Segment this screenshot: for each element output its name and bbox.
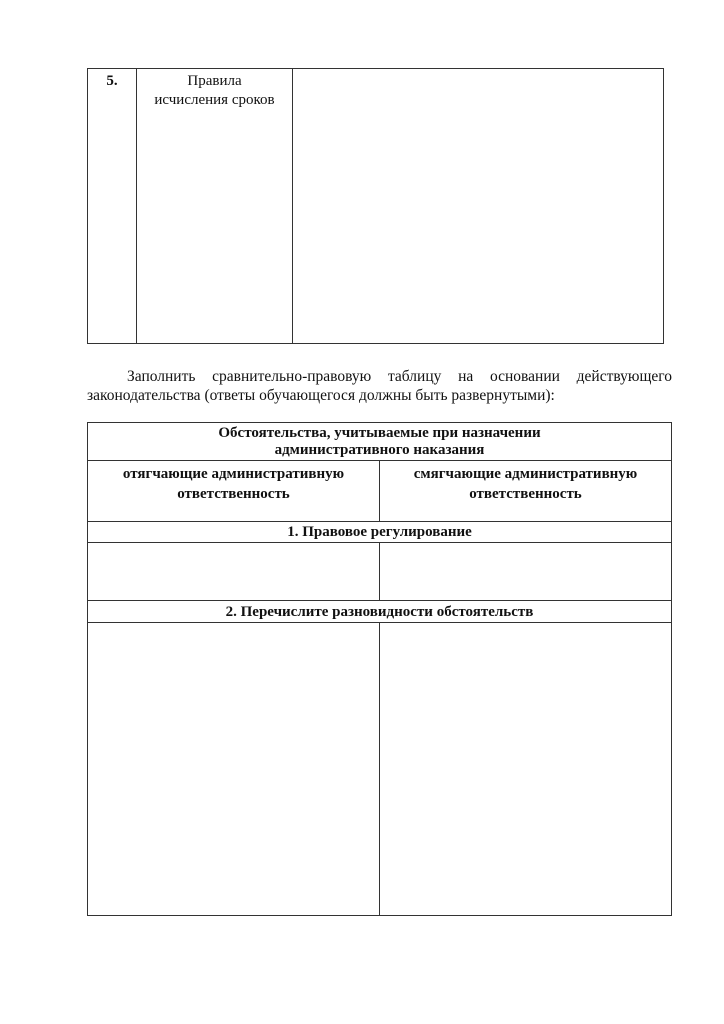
col-aggravating-line1: отягчающие административную <box>122 466 345 482</box>
instruction-line2: законодательства (ответы обучающегося должны быть развернутыми): <box>87 387 555 404</box>
row-label-line2: исчисления сроков <box>154 92 275 108</box>
answer-cell-regulation-aggravating[interactable] <box>88 543 379 600</box>
section-legal-regulation: 1. Правовое регулирование <box>287 524 472 540</box>
answer-cell-regulation-mitigating[interactable] <box>380 543 671 600</box>
table2-header-line2: административного наказания <box>274 442 485 458</box>
answer-cell-types-aggravating[interactable] <box>88 623 379 915</box>
instruction-line1: Заполнить сравнительно-правовую таблицу на основании действующего <box>127 368 672 385</box>
table1-right-border <box>663 68 664 344</box>
answer-cell-types-mitigating[interactable] <box>380 623 671 915</box>
table1-bottom-border <box>87 343 664 344</box>
row-number: 5. <box>106 73 118 89</box>
table1-left-border <box>87 68 88 344</box>
section-types-of-circumstances: 2. Перечислите разновидности обстоятельств <box>225 604 534 620</box>
col-aggravating-line2: ответственность <box>177 486 290 502</box>
answer-cell[interactable] <box>293 69 663 343</box>
table2-right-border <box>671 422 672 916</box>
table2-header-line1: Обстоятельства, учитываемые при назначении <box>218 425 541 441</box>
table2-top-border <box>87 422 672 423</box>
col-mitigating-line1: смягчающие административную <box>413 466 638 482</box>
col-mitigating-line2: ответственность <box>469 486 582 502</box>
row-label-line1: Правила <box>187 73 242 89</box>
